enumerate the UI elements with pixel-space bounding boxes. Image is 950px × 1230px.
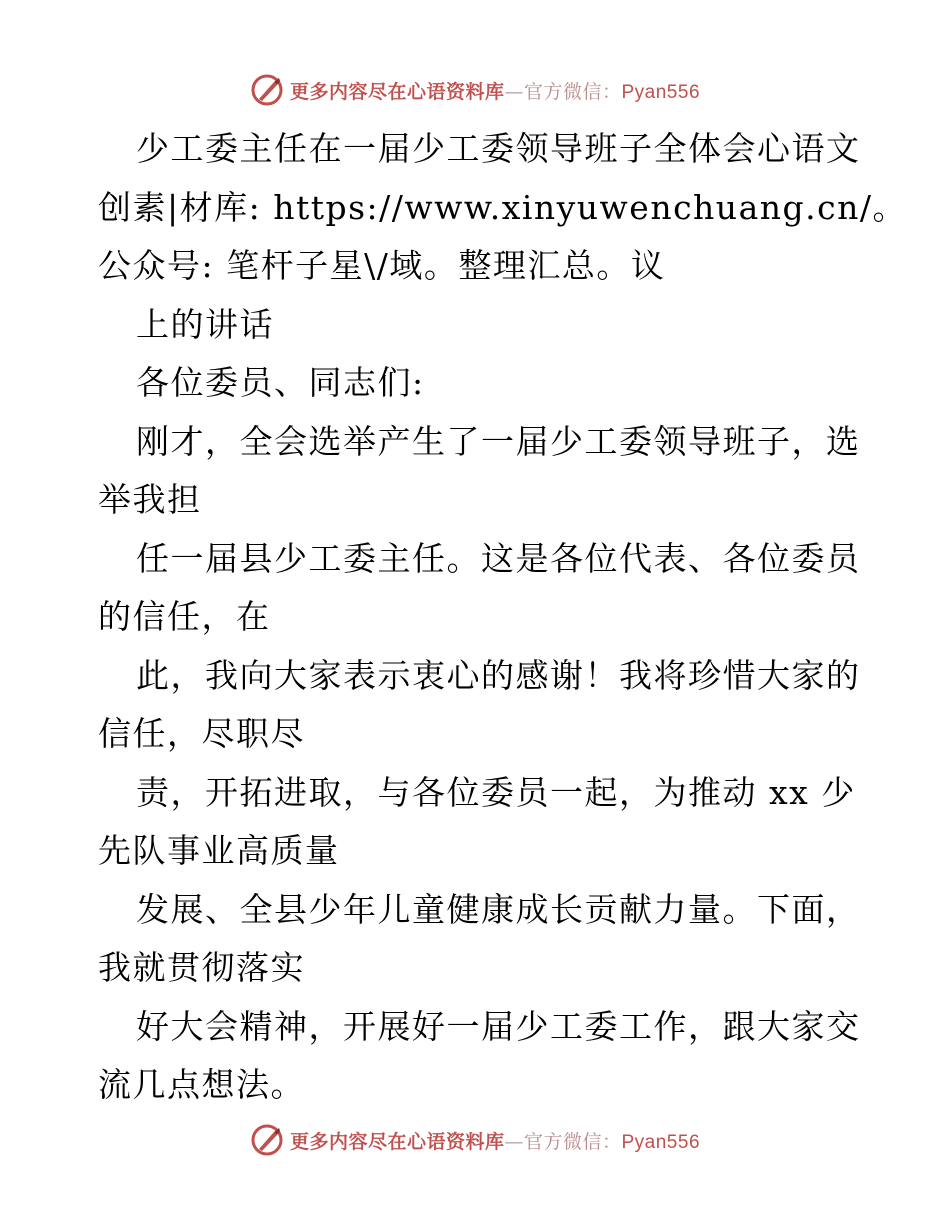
paragraph-line: 的信任，在 <box>98 597 271 636</box>
paragraph-line: 责，开拓进取，与各位委员一起，为推动 xx 少 <box>136 772 856 812</box>
paragraph-line: 举我担 <box>98 480 202 519</box>
document-body <box>98 120 907 1115</box>
quill-pen-circle-icon <box>250 73 284 107</box>
paragraph-line: 先队事业高质量 <box>98 831 340 870</box>
paragraph-line: 任一届县少工委主任。这是各位代表、各位委员 <box>136 538 861 578</box>
paragraph-line: 刚才，全会选举产生了一届少工委领导班子，选 <box>136 421 861 461</box>
watermark-footer <box>0 1122 950 1158</box>
watermark-text: 更多内容尽在心语资料库—官方微信：Pyan556 <box>289 1130 701 1153</box>
paragraph-line: 少工委主任在一届少工委领导班子全体会心语文 <box>136 129 861 168</box>
paragraph-line: 信任，尽职尽 <box>98 714 305 753</box>
paragraph-line: 我就贯彻落实 <box>98 948 305 987</box>
paragraph-line: 流几点想法。 <box>98 1065 305 1104</box>
paragraph-line: 公众号: 笔杆子星\/域。整理汇总。议 <box>98 246 666 285</box>
watermark-header <box>0 72 950 108</box>
paragraph-line: 上的讲话 <box>136 304 274 344</box>
paragraph-line: 好大会精神，开展好一届少工委工作，跟大家交 <box>136 1006 861 1046</box>
paragraph-line: 发展、全县少年儿童健康成长贡献力量。下面， <box>136 889 861 929</box>
quill-pen-circle-icon <box>250 1123 284 1157</box>
paragraph-line: 各位委员、同志们: <box>136 363 425 402</box>
watermark-text: 更多内容尽在心语资料库—官方微信：Pyan556 <box>289 80 701 103</box>
paragraph-line: 创素|材库: https://www.xinyuwenchuang.cn/。 <box>98 187 907 227</box>
paragraph-line: 此，我向大家表示衷心的感谢！我将珍惜大家的 <box>136 655 861 695</box>
